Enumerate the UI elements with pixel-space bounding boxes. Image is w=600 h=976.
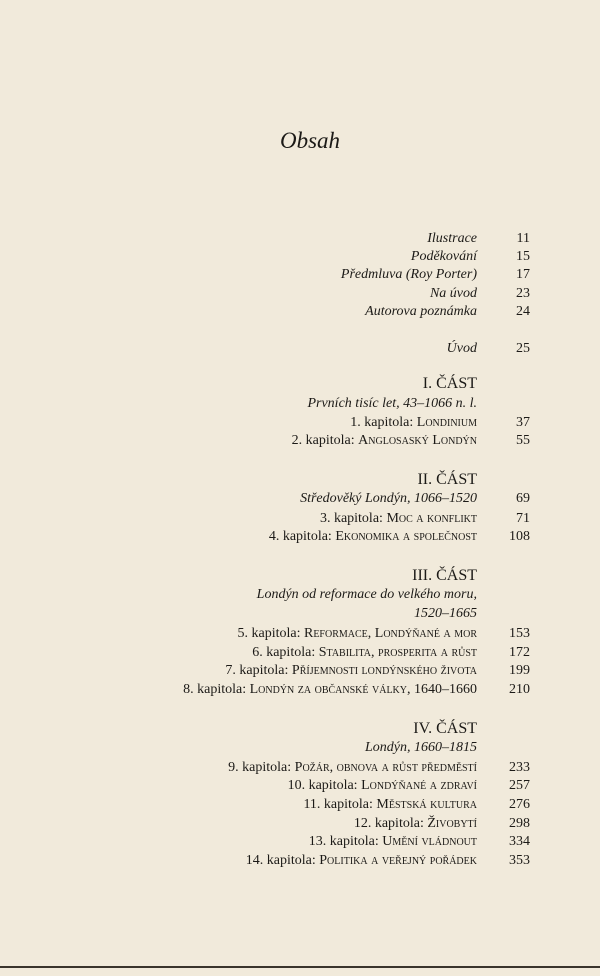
- entry-label: 14. kapitola: Politika a veřejný pořádek: [245, 853, 477, 868]
- part-subtitle: [0, 585, 600, 605]
- entry-label: Autorova poznámka: [365, 304, 477, 319]
- part-heading: [0, 374, 600, 394]
- entry-page: 257: [509, 778, 530, 793]
- toc-entry: [0, 643, 600, 663]
- entry-label: 12. kapitola: Živobytí: [353, 816, 477, 831]
- part-title: IV. ČÁST: [413, 720, 477, 737]
- entry-label: Předmluva (Roy Porter): [340, 267, 477, 282]
- entry-label: 9. kapitola: Požár, obnova a růst předměstí: [228, 760, 477, 775]
- toc-entry: [0, 339, 600, 359]
- toc-entry: [0, 509, 600, 529]
- entry-label: 1. kapitola: Londinium: [350, 415, 477, 430]
- entry-label: 6. kapitola: Stabilita, prosperita a růst: [252, 645, 477, 660]
- entry-label: 13. kapitola: Umění vládnout: [308, 834, 477, 849]
- entry-label: 10. kapitola: Londýňané a zdraví: [287, 778, 477, 793]
- part-subtitle: [0, 604, 600, 624]
- part-title: II. ČÁST: [417, 471, 477, 488]
- page-edge-line: [0, 966, 600, 968]
- entry-page: 24: [516, 304, 530, 319]
- entry-page: 25: [516, 341, 530, 356]
- toc-entry: [0, 431, 600, 451]
- toc-entry: [0, 758, 600, 778]
- entry-page: 298: [509, 816, 530, 831]
- toc-entry: [0, 680, 600, 700]
- toc-entry: [0, 795, 600, 815]
- entry-page: 276: [509, 797, 530, 812]
- entry-page: 69: [516, 491, 530, 506]
- entry-page: 108: [509, 529, 530, 544]
- part-subtitle-text: Středověký Londýn, 1066–1520: [300, 491, 477, 506]
- toc-entry: [0, 661, 600, 681]
- toc-entry: [0, 229, 600, 249]
- part-subtitle-text: Prvních tisíc let, 43–1066 n. l.: [307, 396, 477, 411]
- part-subtitle-text: Londýn od reformace do velkého moru,: [256, 587, 477, 602]
- part-heading: [0, 470, 600, 490]
- part-heading: [0, 566, 600, 586]
- part-title: I. ČÁST: [422, 375, 477, 392]
- entry-page: 11: [516, 231, 530, 246]
- entry-label: 11. kapitola: Městská kultura: [303, 797, 477, 812]
- toc-entry: [0, 302, 600, 322]
- entry-label: 4. kapitola: Ekonomika a společnost: [268, 529, 477, 544]
- entry-page: 153: [509, 626, 530, 641]
- entry-page: 199: [509, 663, 530, 678]
- part-title: III. ČÁST: [412, 567, 477, 584]
- toc-entry: [0, 527, 600, 547]
- entry-page: 172: [509, 645, 530, 660]
- entry-label: 8. kapitola: Londýn za občanské války, 1640–1660: [183, 682, 477, 697]
- entry-page: 71: [516, 511, 530, 526]
- entry-page: 15: [516, 249, 530, 264]
- toc-entry: [0, 624, 600, 644]
- entry-page: 23: [516, 286, 530, 301]
- entry-label: Poděkování: [410, 249, 477, 264]
- entry-label: 7. kapitola: Příjemnosti londýnského života: [225, 663, 477, 678]
- entry-page: 334: [509, 834, 530, 849]
- part-subtitle: [0, 394, 600, 414]
- entry-label: Úvod: [446, 341, 477, 356]
- toc-entry: [0, 814, 600, 834]
- entry-page: 233: [509, 760, 530, 775]
- part-heading: [0, 719, 600, 739]
- page-title: Obsah: [280, 128, 341, 153]
- entry-label: Na úvod: [429, 286, 477, 301]
- part-subtitle: [0, 738, 600, 758]
- toc-entry: [0, 265, 600, 285]
- toc-entry: [0, 851, 600, 871]
- toc-entry: [0, 776, 600, 796]
- entry-page: 37: [516, 415, 530, 430]
- entry-page: 353: [509, 853, 530, 868]
- entry-label: 2. kapitola: Anglosaský Londýn: [291, 433, 477, 448]
- part-subtitle: [0, 489, 600, 509]
- entry-page: 17: [516, 267, 530, 282]
- toc-entry: [0, 247, 600, 267]
- toc-entry: [0, 832, 600, 852]
- entry-label: 3. kapitola: Moc a konflikt: [319, 511, 477, 526]
- toc-entry: [0, 413, 600, 433]
- toc-entry: [0, 284, 600, 304]
- entry-page: 210: [509, 682, 530, 697]
- entry-label: 5. kapitola: Reformace, Londýňané a mor: [237, 626, 477, 641]
- entry-page: 55: [516, 433, 530, 448]
- part-subtitle-text: Londýn, 1660–1815: [365, 740, 477, 755]
- entry-label: Ilustrace: [427, 231, 477, 246]
- part-subtitle-text: 1520–1665: [414, 606, 477, 621]
